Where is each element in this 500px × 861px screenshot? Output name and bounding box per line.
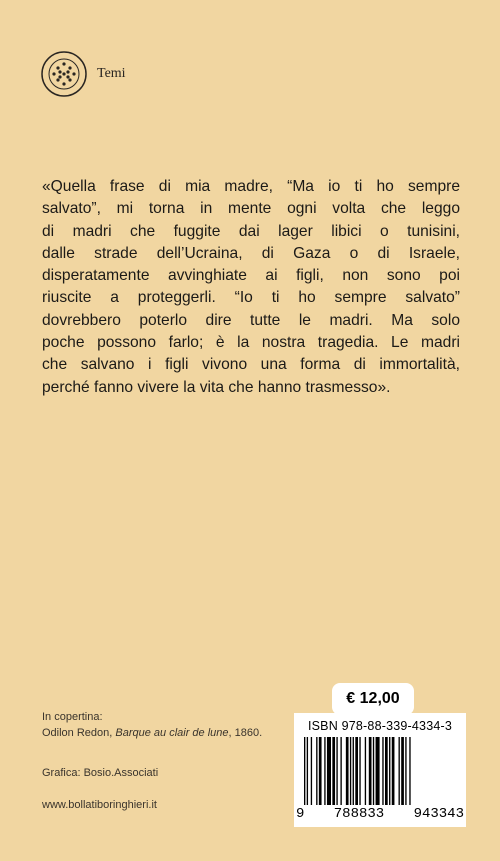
credits-heading: In copertina: — [42, 711, 103, 723]
price-tag: € 12,00 — [332, 683, 414, 715]
barcode-digits — [296, 806, 464, 822]
cover-credits — [42, 709, 262, 741]
barcode-digit-group: 9 — [296, 806, 305, 822]
star-seal-icon — [40, 50, 88, 98]
artwork-credit — [42, 725, 262, 741]
barcode-digit-group: 943343 — [413, 806, 464, 822]
publisher-url[interactable]: www.bollatiboringhieri.it — [42, 799, 157, 811]
isbn-label: ISBN 978-88-339-4334-3 — [307, 719, 453, 733]
artist-name: Odilon Redon, — [42, 727, 116, 739]
isbn-box — [294, 713, 466, 827]
quote-line: dovrebbero poterlo dire tutte le madri. Ma solo — [42, 311, 460, 329]
quote-line: disperatamente avvinghiate ai figli, non sono poi — [42, 267, 460, 285]
design-credit: Grafica: Bosio.Associati — [42, 767, 159, 779]
series-name: Temi — [97, 66, 126, 81]
quote-line: dalle strade dell’Ucraina, di Gaza o di Israele, — [42, 244, 460, 262]
publisher-logo — [40, 50, 88, 98]
quote-line: di madri che fuggite dai lager libici o tunisini, — [42, 222, 460, 240]
quote-line: salvato”, mi torna in mente ogni volta che leggo — [42, 200, 460, 218]
barcode — [300, 737, 460, 805]
quote-line: «Quella frase di mia madre, “Ma io ti ho sempre — [42, 178, 460, 195]
artwork-title: Barque au clair de lune — [115, 727, 229, 739]
artwork-year: , 1860. — [228, 727, 263, 739]
back-cover-quote — [42, 176, 460, 399]
quote-line: riuscite a proteggerli. “Io ti ho sempre salvato” — [42, 289, 460, 307]
quote-line: poche possono farlo; è la nostra tragedia. Le madri — [42, 334, 460, 352]
quote-line: che salvano i figli vivono una forma di immortalità, — [42, 356, 460, 374]
quote-line: perché fanno vivere la vita che hanno trasmesso». — [42, 378, 391, 396]
barcode-digit-group: 788833 — [333, 806, 385, 822]
